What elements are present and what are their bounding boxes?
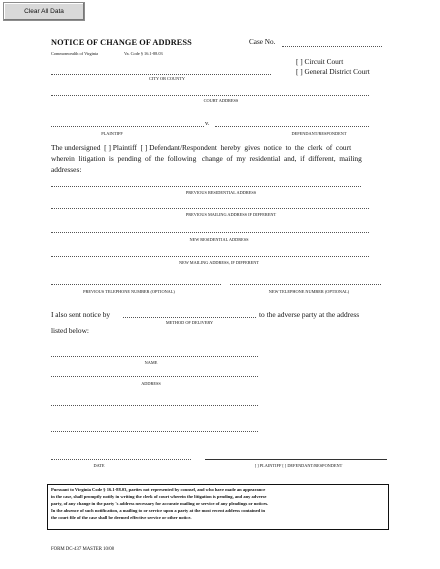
va-code-label: Va. Code § 16.1-88.03 — [124, 51, 163, 56]
adverse-party-address-field-2[interactable] — [51, 405, 258, 406]
previous-mailing-address-field[interactable] — [51, 208, 369, 209]
name-label: NAME — [144, 360, 158, 365]
case-no-field[interactable] — [282, 46, 382, 47]
notice-line-4: In the absence of such notification, a mailing to or service upon a party at the most recent address contained in — [51, 508, 266, 514]
form-title: NOTICE OF CHANGE OF ADDRESS — [51, 38, 192, 47]
sent-notice-by-text: I also sent notice by — [51, 310, 111, 319]
city-county-field[interactable] — [51, 74, 271, 75]
notice-line-1: Pursuant to Virginia Code § 16.1-88.03, parties not represented by counsel, and who have made an appearance — [51, 487, 266, 492]
to-adverse-party-text: to the adverse party at the address — [259, 310, 360, 319]
signature-party-label: [ ] PLAINTIFF [ ] DEFENDANT/RESPONDENT — [254, 463, 343, 468]
address-label: ADDRESS — [141, 381, 161, 386]
adverse-party-address-field-1[interactable] — [51, 376, 258, 377]
notice-paragraph-line1: The undersigned [ ] Plaintiff [ ] Defendant/Respondent hereby gives notice to the clerk of court — [51, 143, 352, 152]
new-telephone-field[interactable] — [230, 284, 381, 285]
date-label: DATE — [93, 463, 105, 468]
notice-paragraph-line3: addresses: — [51, 165, 82, 174]
notice-line-5: the court file of the case shall be deemed effective service or other notice. — [51, 515, 192, 521]
plaintiff-label: PLAINTIFF — [101, 131, 123, 136]
previous-residential-address-label: PREVIOUS RESIDENTIAL ADDRESS — [185, 190, 257, 195]
notice-paragraph-line2: wherein litigation is pending of the following change of my residential and, if different, mailing — [51, 154, 362, 163]
court-address-field[interactable] — [51, 95, 369, 96]
plaintiff-field[interactable] — [51, 126, 204, 127]
court-address-label: COURT ADDRESS — [203, 98, 239, 103]
defendant-field[interactable] — [215, 126, 369, 127]
commonwealth-label: Commonwealth of Virginia — [51, 51, 99, 56]
previous-mailing-address-label: PREVIOUS MAILING ADDRESS IF DIFFERENT — [185, 212, 277, 217]
previous-telephone-label: PREVIOUS TELEPHONE NUMBER (OPTIONAL) — [83, 289, 175, 294]
previous-telephone-field[interactable] — [51, 284, 221, 285]
clear-all-data-button[interactable]: Clear All Data — [3, 2, 85, 21]
listed-below-text: listed below: — [51, 326, 89, 335]
notice-line-2: in the case, shall promptly notify in writing the clerk of court wherein the litigation is pending, and any adverse — [51, 494, 267, 500]
signature-line[interactable] — [205, 459, 387, 460]
date-field[interactable] — [51, 459, 191, 460]
new-mailing-address-label: NEW MAILING ADDRESS, IF DIFFERENT — [178, 260, 259, 265]
method-of-delivery-label: METHOD OF DELIVERY — [165, 320, 214, 325]
statutory-notice-box — [47, 484, 389, 530]
city-county-label: CITY OR COUNTY — [149, 76, 185, 81]
versus-label: v. — [205, 120, 210, 127]
form-id: FORM DC-437 MASTER 10/08 — [51, 547, 115, 552]
new-telephone-label: NEW TELEPHONE NUMBER (OPTIONAL) — [268, 289, 350, 294]
method-of-delivery-field[interactable] — [123, 317, 256, 318]
new-mailing-address-field[interactable] — [51, 256, 369, 257]
notice-line-3: party, of any change in the party 's address necessary for accurate mailing or service of any pleadings or notices. — [51, 501, 269, 507]
adverse-party-name-field[interactable] — [51, 356, 258, 357]
new-residential-address-field[interactable] — [51, 232, 369, 233]
previous-residential-address-field[interactable] — [51, 186, 361, 187]
general-district-court-checkbox[interactable]: [ ] General District Court — [296, 67, 370, 76]
new-residential-address-label: NEW RESIDENTIAL ADDRESS — [189, 237, 249, 242]
circuit-court-checkbox[interactable]: [ ] Circuit Court — [296, 57, 344, 66]
case-no-label: Case No. — [249, 38, 276, 46]
defendant-label: DEFENDANT/RESPONDENT — [291, 131, 347, 136]
adverse-party-address-field-3[interactable] — [51, 431, 258, 432]
